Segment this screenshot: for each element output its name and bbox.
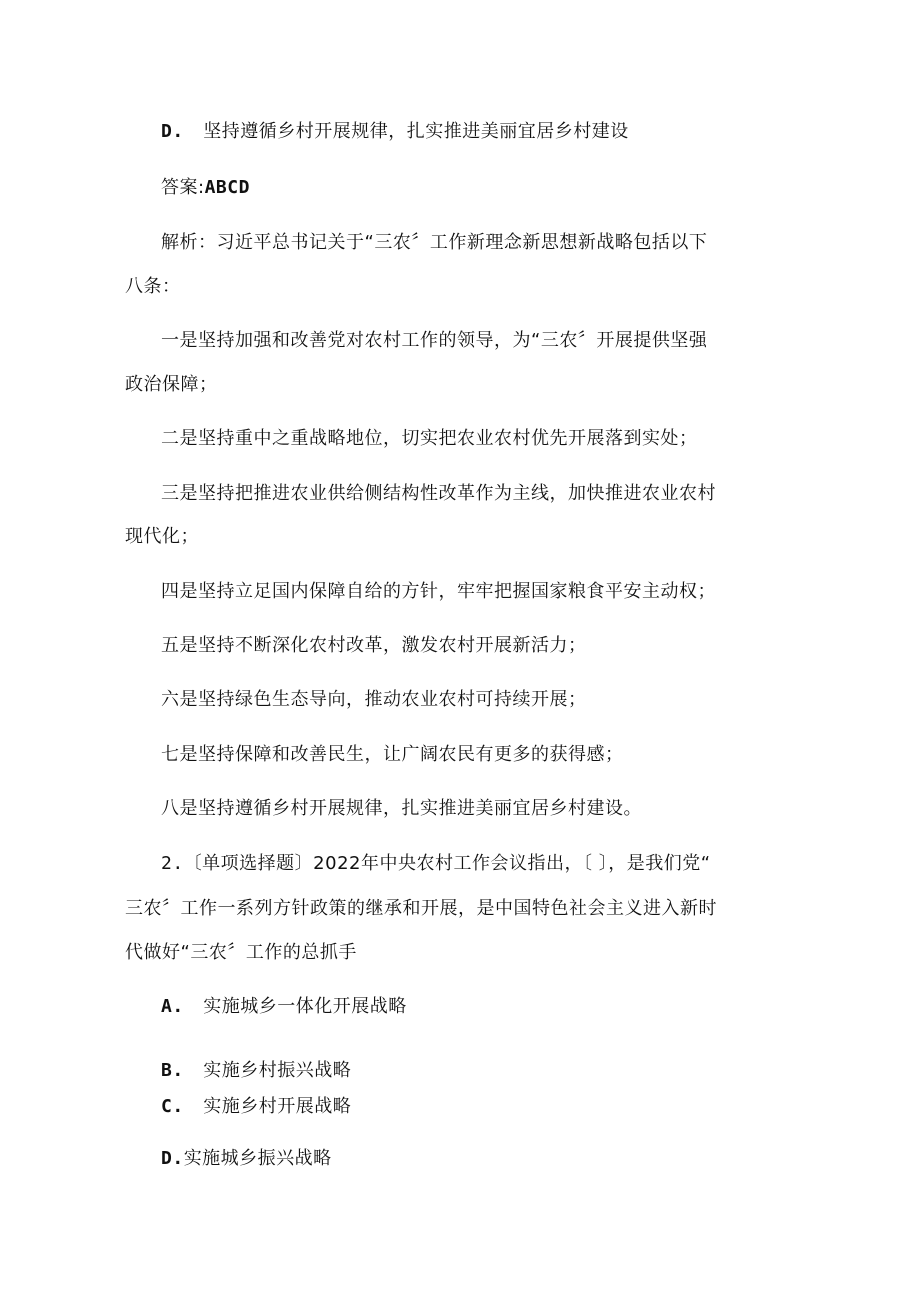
- q1-point-8: 八是坚持遵循乡村开展规律，扎实推进美丽宜居乡村建设。: [161, 798, 642, 819]
- q2-option-c: [161, 1095, 351, 1119]
- q1-answer-value: ABCD: [204, 177, 250, 198]
- q2-stem-line1: [161, 852, 711, 876]
- q1-option-d-text: 坚持遵循乡村开展规律，扎实推进美丽宜居乡村建设: [203, 121, 629, 142]
- q2-number: 2.: [161, 853, 184, 874]
- q1-option-d-letter: D.: [161, 121, 184, 142]
- q1-point-5: 五是坚持不断深化农村改革，激发农村开展新活力；: [161, 635, 587, 656]
- q1-analysis-line1: 解析：习近平总书记关于“三农〞工作新理念新思想新战略包括以下: [161, 232, 708, 253]
- q2-option-d: [161, 1147, 332, 1171]
- q2-option-b: [161, 1059, 351, 1083]
- q1-point-1-line2: 政治保障；: [125, 374, 218, 395]
- q2-option-b-letter: B.: [161, 1060, 184, 1081]
- q2-option-a: [161, 995, 407, 1019]
- q2-option-c-text: 实施乡村开展战略: [203, 1096, 352, 1117]
- q1-point-6: 六是坚持绿色生态导向，推动农业农村可持续开展；: [161, 689, 587, 710]
- q1-point-3-line2: 现代化；: [125, 526, 199, 547]
- q1-point-4: 四是坚持立足国内保障自给的方针，牢牢把握国家粮食平安主动权；: [161, 581, 716, 602]
- q1-answer: [161, 176, 250, 200]
- q2-option-d-text: 实施城乡振兴战略: [183, 1148, 332, 1169]
- q1-point-2: 二是坚持重中之重战略地位，切实把农业农村优先开展落到实处；: [161, 428, 698, 449]
- q2-option-b-text: 实施乡村振兴战略: [203, 1060, 352, 1081]
- q2-stem-line3: 代做好“三农〞工作的总抓手: [125, 942, 357, 963]
- q1-point-1-line1: 一是坚持加强和改善党对农村工作的领导，为“三农〞开展提供坚强: [161, 330, 708, 351]
- q2-option-a-letter: A.: [161, 996, 184, 1017]
- q1-point-7: 七是坚持保障和改善民生，让广阔农民有更多的获得感；: [161, 744, 624, 765]
- q1-answer-label: 答案:: [161, 177, 205, 198]
- q1-point-3-line1: 三是坚持把推进农业供给侧结构性改革作为主线，加快推进农业农村: [161, 483, 716, 504]
- q2-option-c-letter: C.: [161, 1096, 184, 1117]
- q2-option-a-text: 实施城乡一体化开展战略: [203, 996, 407, 1017]
- q2-option-d-letter: D.: [161, 1148, 184, 1169]
- q1-option-d: [161, 120, 629, 144]
- q1-analysis-line2: 八条：: [125, 276, 181, 297]
- q2-stem-line2: 三农〞工作一系列方针政策的继承和开展，是中国特色社会主义进入新时: [125, 898, 717, 919]
- q2-stem-text-1: 〔单项选择题〕2022年中央农村工作会议指出，〔 〕，是我们党“: [183, 853, 711, 874]
